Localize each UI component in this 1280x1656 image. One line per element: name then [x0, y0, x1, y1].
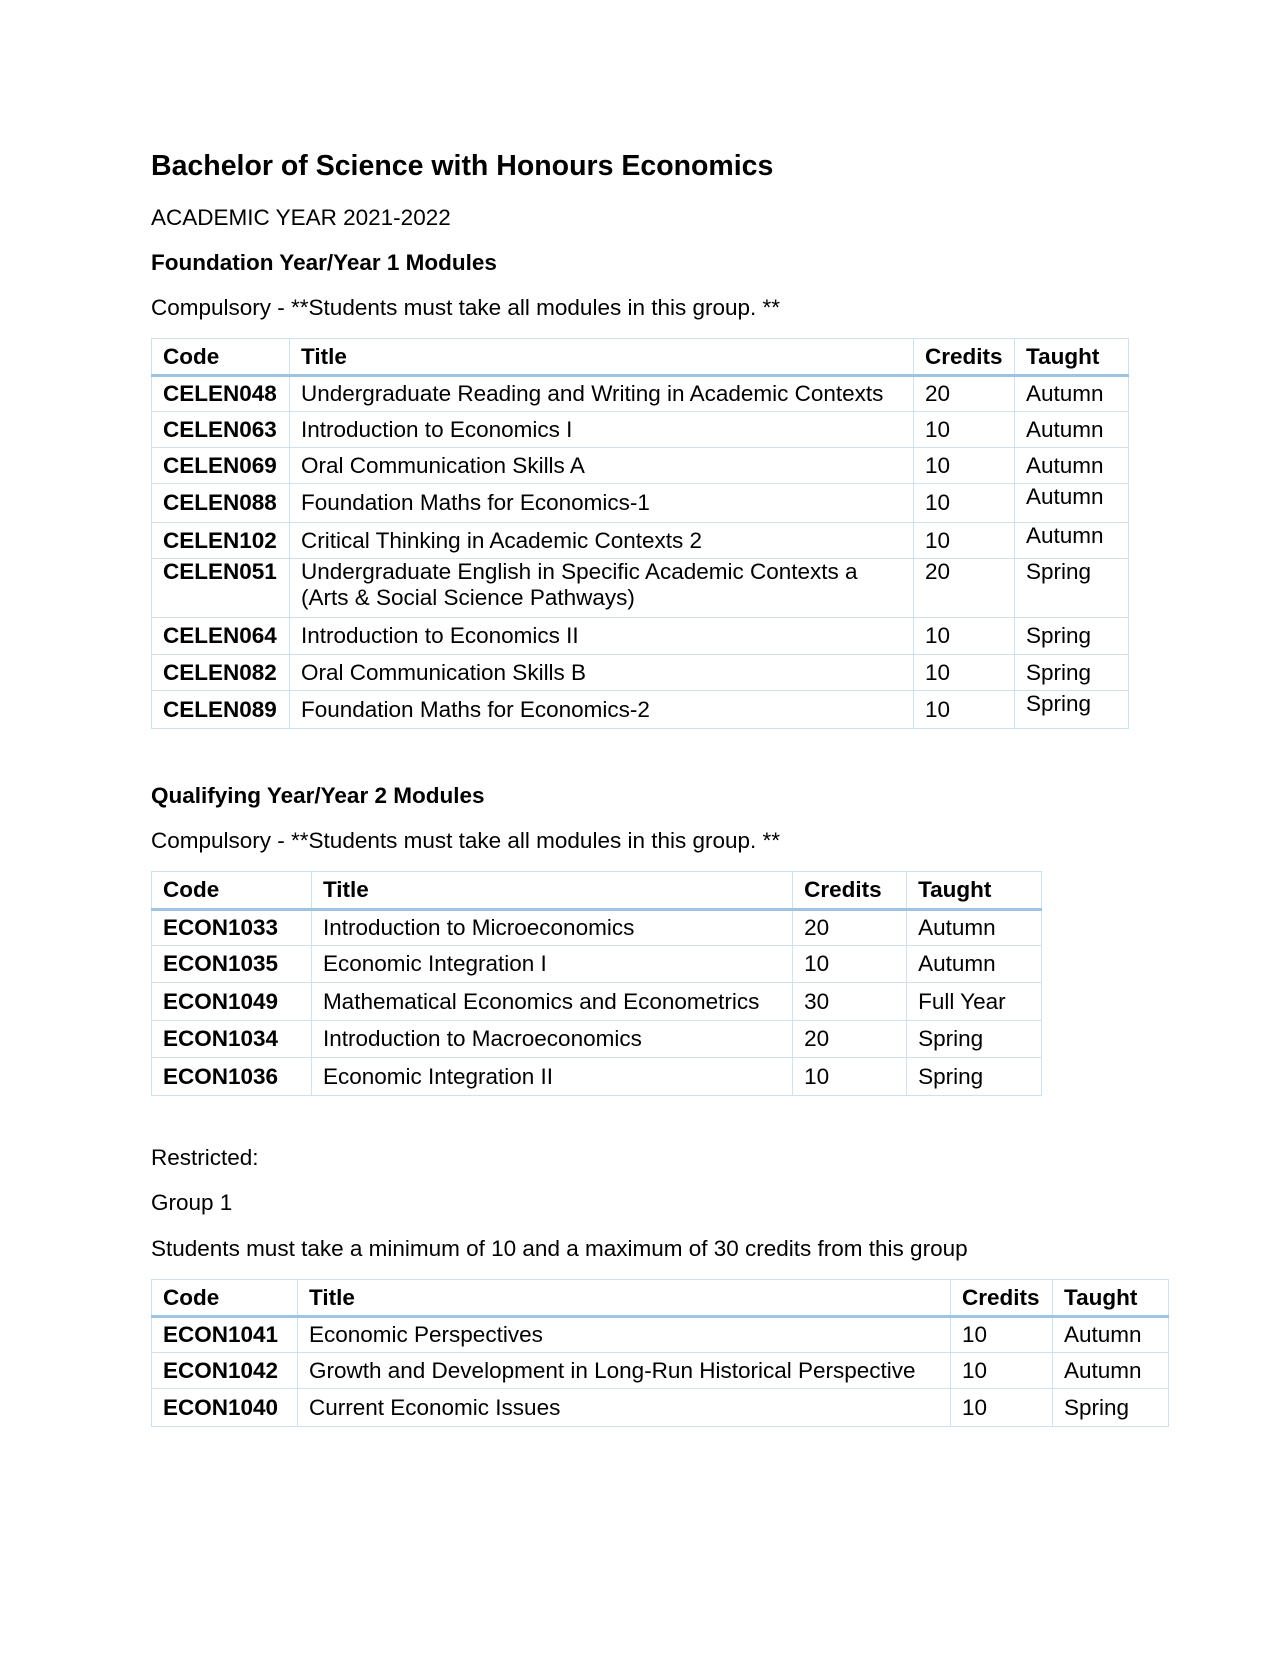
- column-header-title: Title: [311, 872, 792, 910]
- module-code: CELEN064: [152, 618, 290, 655]
- module-code: ECON1049: [152, 983, 312, 1021]
- module-taught: Autumn: [1015, 412, 1129, 448]
- column-header-code: Code: [152, 339, 290, 376]
- module-code: ECON1034: [152, 1021, 312, 1058]
- module-taught: Full Year: [907, 983, 1042, 1021]
- year1-modules-table: [151, 338, 1129, 729]
- table-header-row: [152, 339, 1129, 376]
- table-row: [152, 376, 1129, 412]
- module-title: Introduction to Economics II: [289, 618, 913, 655]
- module-code: CELEN048: [152, 376, 290, 412]
- column-header-taught: Taught: [1015, 339, 1129, 376]
- module-credits: 20: [914, 376, 1015, 412]
- module-credits: 10: [914, 691, 1015, 729]
- column-header-credits: Credits: [793, 872, 907, 910]
- module-code: ECON1041: [152, 1317, 298, 1353]
- year2-heading: Qualifying Year/Year 2 Modules: [151, 783, 485, 808]
- module-code: ECON1033: [152, 910, 312, 946]
- column-header-credits: Credits: [914, 339, 1015, 376]
- module-taught: Spring: [907, 1021, 1042, 1058]
- module-title: Foundation Maths for Economics-1: [289, 484, 913, 523]
- module-taught: Spring: [1053, 1389, 1169, 1427]
- column-header-code: Code: [152, 872, 312, 910]
- module-title: Economic Integration II: [311, 1058, 792, 1096]
- year1-note: Compulsory - **Students must take all modules in this group. **: [151, 295, 781, 320]
- module-taught: Spring: [1015, 691, 1129, 729]
- group-label: Group 1: [151, 1190, 233, 1215]
- module-code: ECON1040: [152, 1389, 298, 1427]
- table-row: [152, 412, 1129, 448]
- module-credits: 30: [793, 983, 907, 1021]
- column-header-code: Code: [152, 1280, 298, 1317]
- module-code: CELEN088: [152, 484, 290, 523]
- module-taught: Autumn: [1015, 448, 1129, 484]
- module-code: CELEN063: [152, 412, 290, 448]
- column-header-taught: Taught: [907, 872, 1042, 910]
- module-taught: Autumn: [907, 946, 1042, 983]
- table-row: [152, 618, 1129, 655]
- module-title: Economic Integration I: [311, 946, 792, 983]
- module-credits: 10: [951, 1389, 1053, 1427]
- module-code: ECON1036: [152, 1058, 312, 1096]
- restricted-label: Restricted:: [151, 1145, 259, 1170]
- module-title: Economic Perspectives: [297, 1317, 950, 1353]
- module-taught: Spring: [1015, 559, 1129, 618]
- module-title: Growth and Development in Long-Run Historical Perspective: [297, 1353, 950, 1389]
- module-title: Foundation Maths for Economics-2: [289, 691, 913, 729]
- module-credits: 20: [793, 1021, 907, 1058]
- column-header-title: Title: [297, 1280, 950, 1317]
- module-code: CELEN089: [152, 691, 290, 729]
- table-row: [152, 1058, 1042, 1096]
- module-taught: Spring: [1015, 618, 1129, 655]
- module-title: Oral Communication Skills A: [289, 448, 913, 484]
- module-code: CELEN051: [152, 559, 290, 618]
- column-header-credits: Credits: [951, 1280, 1053, 1317]
- module-taught: Autumn: [1015, 376, 1129, 412]
- module-credits: 10: [914, 618, 1015, 655]
- table-header-row: [152, 1280, 1169, 1317]
- table-row: [152, 983, 1042, 1021]
- module-title: Introduction to Macroeconomics: [311, 1021, 792, 1058]
- module-credits: 10: [793, 946, 907, 983]
- table-row: [152, 559, 1129, 618]
- module-credits: 10: [793, 1058, 907, 1096]
- year2-note: Compulsory - **Students must take all modules in this group. **: [151, 828, 781, 853]
- table-row: [152, 691, 1129, 729]
- table-row: [152, 484, 1129, 523]
- module-taught: Spring: [1015, 655, 1129, 691]
- module-title: Critical Thinking in Academic Contexts 2: [289, 523, 913, 559]
- table-row: [152, 523, 1129, 559]
- module-credits: 20: [793, 910, 907, 946]
- module-taught: Autumn: [1053, 1317, 1169, 1353]
- module-title: Undergraduate Reading and Writing in Academic Contexts: [289, 376, 913, 412]
- table-row: [152, 946, 1042, 983]
- module-credits: 10: [914, 448, 1015, 484]
- table-row: [152, 1317, 1169, 1353]
- module-credits: 10: [914, 484, 1015, 523]
- module-code: CELEN069: [152, 448, 290, 484]
- table-row: [152, 1389, 1169, 1427]
- module-credits: 10: [951, 1353, 1053, 1389]
- module-credits: 10: [914, 523, 1015, 559]
- module-title: Mathematical Economics and Econometrics: [311, 983, 792, 1021]
- module-title: Oral Communication Skills B: [289, 655, 913, 691]
- group-note: Students must take a minimum of 10 and a maximum of 30 credits from this group: [151, 1236, 968, 1261]
- module-title: Introduction to Economics I: [289, 412, 913, 448]
- academic-year: ACADEMIC YEAR 2021-2022: [151, 205, 451, 230]
- table-header-row: [152, 872, 1042, 910]
- module-code: ECON1035: [152, 946, 312, 983]
- column-header-taught: Taught: [1053, 1280, 1169, 1317]
- module-title: Current Economic Issues: [297, 1389, 950, 1427]
- module-credits: 20: [914, 559, 1015, 618]
- year1-heading: Foundation Year/Year 1 Modules: [151, 250, 497, 275]
- module-taught: Spring: [907, 1058, 1042, 1096]
- module-code: CELEN082: [152, 655, 290, 691]
- module-credits: 10: [951, 1317, 1053, 1353]
- module-code: ECON1042: [152, 1353, 298, 1389]
- module-credits: 10: [914, 412, 1015, 448]
- module-code: CELEN102: [152, 523, 290, 559]
- module-title: Introduction to Microeconomics: [311, 910, 792, 946]
- table-row: [152, 1353, 1169, 1389]
- document-title: Bachelor of Science with Honours Economics: [151, 150, 774, 182]
- table-row: [152, 655, 1129, 691]
- table-row: [152, 1021, 1042, 1058]
- module-taught: Autumn: [1015, 484, 1129, 523]
- group1-modules-table: [151, 1279, 1169, 1427]
- table-row: [152, 910, 1042, 946]
- year2-modules-table: [151, 871, 1042, 1096]
- module-taught: Autumn: [1053, 1353, 1169, 1389]
- module-taught: Autumn: [907, 910, 1042, 946]
- module-taught: Autumn: [1015, 523, 1129, 559]
- table-row: [152, 448, 1129, 484]
- column-header-title: Title: [289, 339, 913, 376]
- module-credits: 10: [914, 655, 1015, 691]
- module-title: Undergraduate English in Specific Academic Contexts a (Arts & Social Science Pathways): [289, 559, 913, 618]
